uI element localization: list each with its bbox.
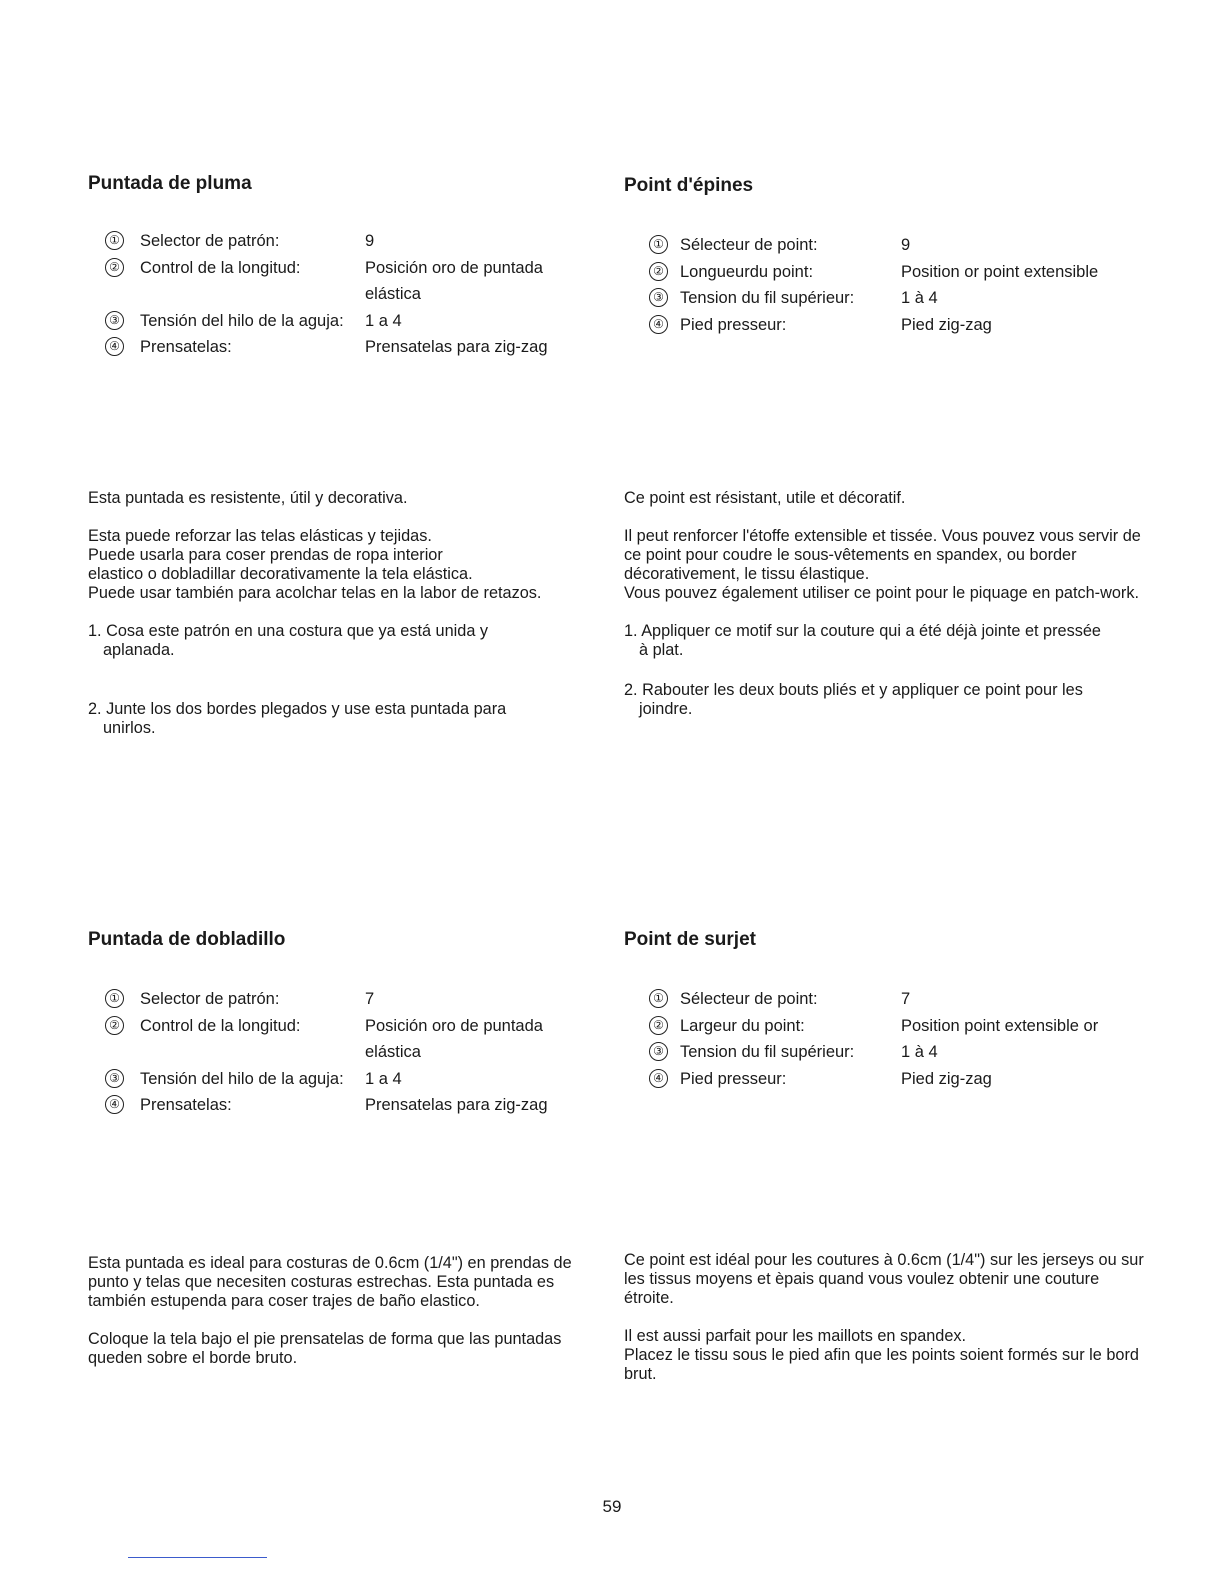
- setting-label: Selector de patrón:: [140, 990, 280, 1008]
- es-heading-dobladillo: Puntada de dobladillo: [88, 929, 286, 950]
- es-heading-pluma: Puntada de pluma: [88, 173, 252, 194]
- setting-row: [649, 259, 1169, 286]
- fr-heading-epines: Point d'épines: [624, 175, 754, 196]
- fr-settings-surjet: [649, 986, 1169, 1092]
- setting-row: [105, 308, 585, 335]
- setting-row: [105, 1066, 585, 1093]
- es-settings-pluma: [105, 228, 585, 361]
- setting-label: Sélecteur de point:: [680, 990, 818, 1008]
- step-item: 1. Appliquer ce motif sur la couture qui a été déjà jointe et pressée à plat.: [624, 622, 1101, 659]
- setting-row: [649, 1039, 1169, 1066]
- circled-number-2-icon: ②: [649, 262, 668, 281]
- fr-body-surjet: [624, 1251, 1146, 1384]
- setting-label: Tensión del hilo de la aguja:: [140, 1069, 344, 1088]
- setting-row: [649, 1013, 1169, 1040]
- setting-label: Tension du fil supérieur:: [680, 289, 855, 307]
- setting-value: Pied zig-zag: [901, 1069, 992, 1088]
- setting-value: 1 à 4: [901, 1043, 938, 1061]
- setting-label: Selector de patrón:: [140, 232, 280, 250]
- setting-value: Position point extensible or: [901, 1016, 1099, 1035]
- circled-number-4-icon: ④: [105, 1095, 124, 1114]
- circled-number-4-icon: ④: [649, 315, 668, 334]
- paragraph: Esta puede reforzar las telas elásticas y tejidas. Puede usarla para coser prendas de ropa interior elastico o dobladillar decorativamente la tela elástica. Puede usar también para acolchar telas en la labor de retazos.: [88, 527, 542, 602]
- circled-number-3-icon: ③: [105, 311, 124, 330]
- paragraph: Ce point est résistant, utile et décoratif.: [624, 489, 906, 507]
- setting-row: [105, 334, 585, 361]
- setting-row: [649, 232, 1169, 259]
- footer-rule: [128, 1557, 267, 1558]
- setting-value: Posición oro de puntada elástica: [365, 1016, 543, 1061]
- setting-value: 1 à 4: [901, 289, 938, 307]
- page-number: 59: [602, 1497, 622, 1516]
- setting-label: Pied presseur:: [680, 1069, 787, 1088]
- circled-number-1-icon: ①: [105, 231, 124, 250]
- setting-value: Pied zig-zag: [901, 315, 992, 334]
- step-item: 1. Cosa este patrón en una costura que ya está unida y aplanada.: [88, 622, 489, 659]
- es-settings-dobladillo: [105, 986, 585, 1119]
- setting-label: Sélecteur de point:: [680, 236, 818, 254]
- setting-value: Position or point extensible: [901, 262, 1099, 281]
- setting-row: [649, 1066, 1169, 1093]
- circled-number-4-icon: ④: [105, 337, 124, 356]
- paragraph: Esta puntada es ideal para costuras de 0.6cm (1/4") en prendas de punto y telas que necesiten costuras estrechas. Esta puntada es también estupenda para coser trajes de baño elastico.: [88, 1254, 572, 1310]
- setting-label: Prensatelas:: [140, 338, 232, 356]
- setting-value: 7: [901, 990, 911, 1008]
- setting-value: 7: [365, 990, 375, 1008]
- setting-row: [649, 986, 1169, 1013]
- paragraph: Ce point est idéal pour les coutures à 0.6cm (1/4") sur les jerseys ou sur les tissus moyens et èpais quand vous voulez obtenir une couture étroite.: [624, 1251, 1144, 1307]
- circled-number-2-icon: ②: [105, 1016, 124, 1035]
- setting-label: Longueurdu point:: [680, 262, 814, 281]
- step-item: 2. Rabouter les deux bouts pliés et y appliquer ce point pour les joindre.: [624, 681, 1083, 718]
- setting-value: Prensatelas para zig-zag: [365, 338, 548, 356]
- fr-body-epines: [624, 489, 1146, 719]
- setting-label: Tension du fil supérieur:: [680, 1043, 855, 1061]
- setting-value: Prensatelas para zig-zag: [365, 1096, 548, 1114]
- setting-value: 1 a 4: [365, 1069, 402, 1088]
- paragraph: Il est aussi parfait pour les maillots en spandex. Placez le tissu sous le pied afin que les points soient formés sur le bord brut.: [624, 1327, 1139, 1383]
- circled-number-4-icon: ④: [649, 1069, 668, 1088]
- circled-number-1-icon: ①: [649, 989, 668, 1008]
- paragraph: Il peut renforcer l'étoffe extensible et tissée. Vous pouvez vous servir de ce point pour coudre le sous-vêtements en spandex, ou border décorativement, le tissu élastique. Vous pouvez également utiliser ce point pour le piquage en patch-work.: [624, 527, 1141, 602]
- circled-number-2-icon: ②: [649, 1016, 668, 1035]
- step-item: 2. Junte los dos bordes plegados y use esta puntada para unirlos.: [88, 700, 507, 737]
- circled-number-3-icon: ③: [649, 288, 668, 307]
- circled-number-3-icon: ③: [105, 1069, 124, 1088]
- setting-value: 9: [901, 236, 911, 254]
- setting-label: Pied presseur:: [680, 315, 787, 334]
- setting-value: Posición oro de puntada elástica: [365, 258, 543, 303]
- setting-value: 1 a 4: [365, 311, 402, 330]
- setting-label: Largeur du point:: [680, 1016, 805, 1035]
- setting-label: Prensatelas:: [140, 1096, 232, 1114]
- setting-value: 9: [365, 232, 375, 250]
- setting-row: [105, 228, 585, 255]
- circled-number-1-icon: ①: [649, 235, 668, 254]
- setting-row: [105, 986, 585, 1013]
- es-body-dobladillo: [88, 1254, 606, 1368]
- setting-row: [105, 1092, 585, 1119]
- circled-number-2-icon: ②: [105, 258, 124, 277]
- setting-row: [649, 312, 1169, 339]
- circled-number-3-icon: ③: [649, 1042, 668, 1061]
- fr-settings-epines: [649, 232, 1169, 338]
- setting-row: [649, 285, 1169, 312]
- paragraph: Esta puntada es resistente, útil y decorativa.: [88, 489, 408, 507]
- circled-number-1-icon: ①: [105, 989, 124, 1008]
- paragraph: Coloque la tela bajo el pie prensatelas de forma que las puntadas queden sobre el borde bruto.: [88, 1330, 562, 1367]
- setting-label: Control de la longitud:: [140, 258, 301, 277]
- setting-label: Tensión del hilo de la aguja:: [140, 311, 344, 330]
- setting-row: [105, 255, 585, 308]
- es-body-pluma: [88, 489, 593, 738]
- fr-heading-surjet: Point de surjet: [624, 929, 756, 950]
- setting-row: [105, 1013, 585, 1066]
- setting-label: Control de la longitud:: [140, 1016, 301, 1035]
